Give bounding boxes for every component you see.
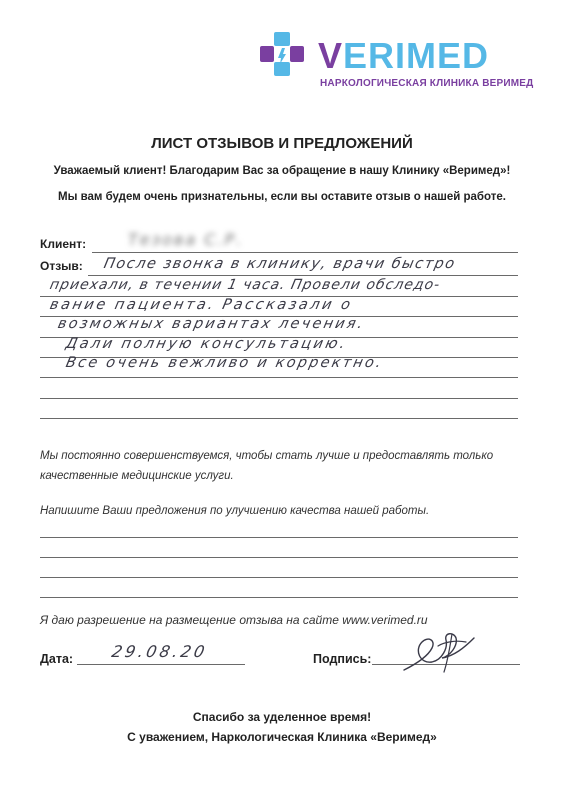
handwritten-signature [398, 626, 480, 678]
client-name-redacted: Тезова С.Р. [128, 230, 244, 249]
intro-line-1: Уважаемый клиент! Благодарим Вас за обращение в нашу Клинику «Веримед»! [53, 165, 511, 177]
client-line [92, 252, 518, 253]
brand-tagline: НАРКОЛОГИЧЕСКАЯ КЛИНИКА ВЕРИМЕД [320, 78, 534, 89]
improve-text-line-2: качественные медицинские услуги. [40, 470, 234, 482]
review-handwritten-line: Все очень вежливо и корректно. [64, 355, 385, 371]
footer-thanks: Спасибо за уделенное время! [192, 710, 372, 724]
footer-regards: С уважением, Наркологическая Клиника «Веримед» [127, 730, 437, 744]
suggest-line [40, 557, 518, 558]
date-line [77, 664, 245, 665]
suggest-label: Напишите Ваши предложения по улучшению качества нашей работы. [40, 505, 430, 517]
form-title: ЛИСТ ОТЗЫВОВ И ПРЕДЛОЖЕНИЙ [151, 135, 413, 152]
medical-cross-logo-icon [258, 30, 306, 78]
review-handwritten-line: После звонка в клинику, врачи быстро [102, 256, 458, 272]
review-handwritten-line: вание пациента. Рассказали о [48, 297, 355, 313]
review-line [40, 418, 518, 419]
review-handwritten-line: Дали полную консультацию. [64, 336, 349, 352]
brand-wordmark: VERIMED [318, 35, 490, 76]
review-line [40, 377, 518, 378]
review-line [40, 398, 518, 399]
suggest-line [40, 537, 518, 538]
permission-text: Я даю разрешение на размещение отзыва на сайте www.verimed.ru [40, 613, 428, 627]
suggest-line [40, 577, 518, 578]
review-line [88, 275, 518, 276]
improve-text-line-1: Мы постоянно совершенствуемся, чтобы стать лучше и предоставлять только [40, 450, 494, 462]
signature-label: Подпись: [313, 652, 372, 666]
review-handwritten-line: приехали, в течении 1 часа. Провели обследо- [48, 277, 442, 293]
review-label: Отзыв: [40, 259, 83, 273]
review-handwritten-line: возможных вариантах лечения. [56, 316, 367, 332]
date-handwritten: 29.08.20 [109, 642, 210, 661]
intro-line-2: Мы вам будем очень признательны, если вы оставите отзыв о нашей работе. [57, 191, 507, 203]
client-label: Клиент: [40, 237, 87, 251]
date-label: Дата: [40, 652, 74, 666]
suggest-line [40, 597, 518, 598]
